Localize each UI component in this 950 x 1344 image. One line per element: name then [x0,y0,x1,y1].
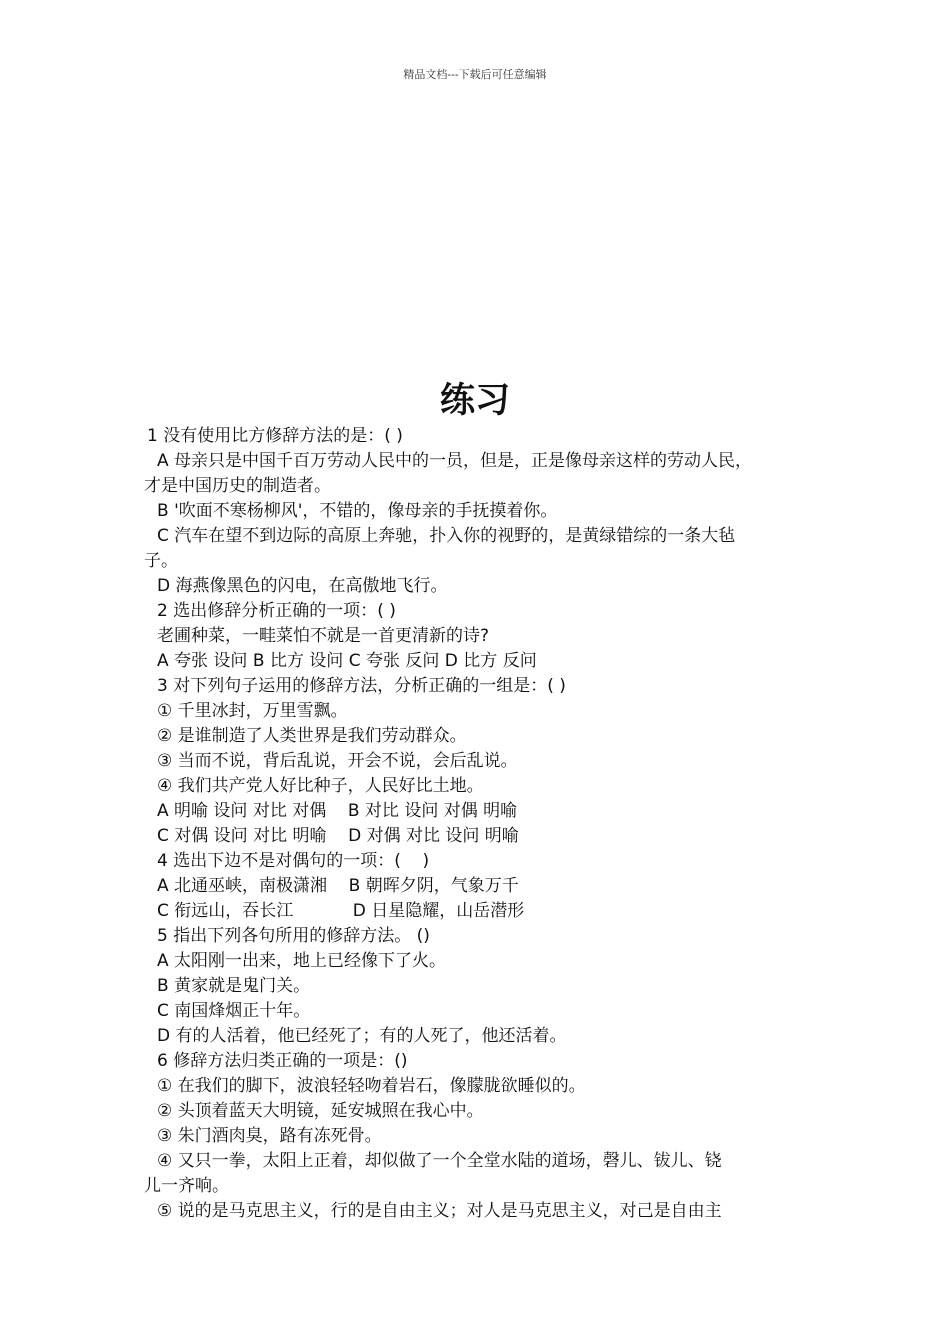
question-3-options-ab: A 明喻 设问 对比 对偶 B 对比 设问 对偶 明喻 [157,801,518,821]
question-2-stem: 2 选出修辞分析正确的一项：( ) [157,601,396,621]
question-5-option-b: B 黄家就是鬼门关。 [157,976,311,996]
question-1-option-b: B '吹面不寒杨柳风'，不错的，像母亲的手抚摸着你。 [157,501,558,521]
question-1-option-a-cont: 才是中国历史的制造者。 [144,476,331,496]
question-5-option-d: D 有的人活着，他已经死了；有的人死了，他还活着。 [157,1026,567,1046]
question-2-sentence: 老圃种菜，一畦菜怕不就是一首更清新的诗? [157,626,490,646]
question-5-stem: 5 指出下列各句所用的修辞方法。 () [157,926,430,946]
question-1-option-d: D 海燕像黑色的闪电，在高傲地飞行。 [157,576,448,596]
question-1-option-c-cont: 子。 [144,551,178,571]
question-6-item-1: ① 在我们的脚下，波浪轻轻吻着岩石，像朦胧欲睡似的。 [157,1076,586,1096]
question-3-item-3: ③ 当而不说，背后乱说，开会不说，会后乱说。 [157,751,518,771]
question-6-item-4: ④ 又只一拳，太阳上正着，却似做了一个全堂水陆的道场，磬儿、钹儿、铙 [157,1151,722,1171]
question-6-item-5: ⑤ 说的是马克思主义，行的是自由主义；对人是马克思主义，对己是自由主 [157,1201,722,1221]
question-6-item-2: ② 头顶着蓝天大明镜，延安城照在我心中。 [157,1101,484,1121]
question-6-stem: 6 修辞方法归类正确的一项是：() [157,1051,408,1071]
question-3-options-cd: C 对偶 设问 对比 明喻 D 对偶 对比 设问 明喻 [157,826,519,846]
question-4-options-ab: A 北通巫峡，南极潇湘 B 朝晖夕阴，气象万千 [157,876,519,896]
question-1-option-a: A 母亲只是中国千百万劳动人民中的一员，但是，正是像母亲这样的劳动人民， [157,451,753,471]
question-3-stem: 3 对下列句子运用的修辞方法，分析正确的一组是：( ) [157,676,566,696]
document-title: 练习 [439,381,510,421]
question-2-options: A 夸张 设问 B 比方 设问 C 夸张 反问 D 比方 反问 [157,651,537,671]
question-6-item-4-cont: 儿一齐响。 [144,1176,229,1196]
question-5-option-c: C 南国烽烟正十年。 [157,1001,311,1021]
question-4-options-cd: C 衔远山，吞长江 D 日星隐耀，山岳潜形 [157,901,525,921]
question-3-item-2: ② 是谁制造了人类世界是我们劳动群众。 [157,726,467,746]
question-4-stem: 4 选出下边不是对偶句的一项：( ) [157,851,430,871]
page-header-note: 精品文档---下载后可任意编辑 [403,68,547,81]
question-1-option-c: C 汽车在望不到边际的高原上奔驰，扑入你的视野的，是黄绿错综的一条大毡 [157,526,736,546]
question-5-option-a: A 太阳刚一出来，地上已经像下了火。 [157,951,447,971]
question-6-item-3: ③ 朱门酒肉臭，路有冻死骨。 [157,1126,382,1146]
question-3-item-1: ① 千里冰封，万里雪飘。 [157,701,348,721]
question-3-item-4: ④ 我们共产党人好比种子，人民好比土地。 [157,776,484,796]
question-1-stem: 1 没有使用比方修辞方法的是：( ) [147,426,403,446]
